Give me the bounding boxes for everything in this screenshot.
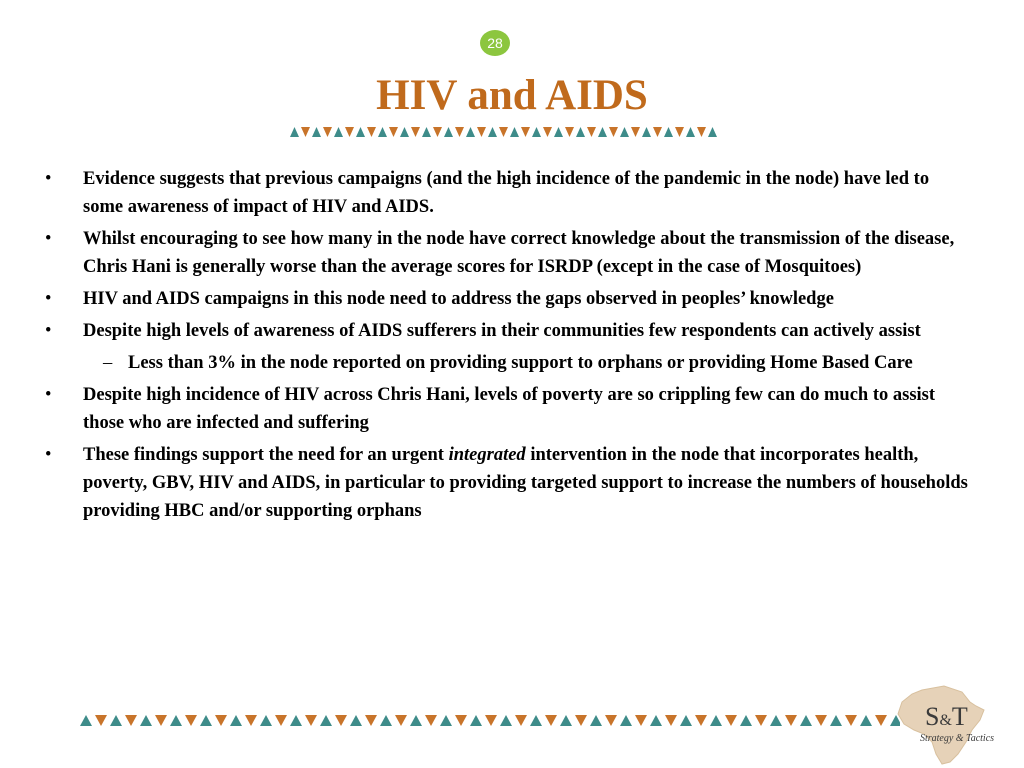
decorative-triangle bbox=[576, 127, 585, 137]
decorative-triangle bbox=[598, 127, 607, 137]
decorative-triangle bbox=[590, 715, 602, 726]
decorative-triangle bbox=[665, 715, 677, 726]
decorative-triangle bbox=[664, 127, 673, 137]
bullet-text: Despite high incidence of HIV across Chris Hani, levels of poverty are so crippling few can do much to assist those who are infected and suffering bbox=[83, 385, 936, 433]
decorative-border-top bbox=[290, 127, 730, 139]
bullet-marker: • bbox=[45, 229, 52, 249]
decorative-triangle bbox=[433, 127, 442, 137]
bullet-text: Evidence suggests that previous campaigns (and the high incidence of the pandemic in the node) have led to some awareness of impact of HIV and AIDS. bbox=[83, 169, 930, 217]
decorative-triangle bbox=[455, 715, 467, 726]
decorative-triangle bbox=[140, 715, 152, 726]
decorative-triangle bbox=[653, 127, 662, 137]
bullet-list bbox=[40, 165, 970, 529]
decorative-triangle bbox=[80, 715, 92, 726]
decorative-triangle bbox=[740, 715, 752, 726]
decorative-triangle bbox=[488, 127, 497, 137]
decorative-triangle bbox=[410, 715, 422, 726]
decorative-triangle bbox=[95, 715, 107, 726]
decorative-triangle bbox=[170, 715, 182, 726]
decorative-triangle bbox=[642, 127, 651, 137]
bullet-text: Less than 3% in the node reported on providing support to orphans or providing Home Based Care bbox=[128, 353, 913, 373]
bullet-marker: • bbox=[45, 169, 52, 189]
list-item bbox=[40, 381, 970, 437]
bullet-text: HIV and AIDS campaigns in this node need to address the gaps observed in peoples’ knowledge bbox=[83, 289, 834, 309]
decorative-triangle bbox=[260, 715, 272, 726]
emphasis-text: integrated bbox=[448, 445, 526, 465]
decorative-triangle bbox=[800, 715, 812, 726]
decorative-triangle bbox=[815, 715, 827, 726]
decorative-triangle bbox=[275, 715, 287, 726]
decorative-triangle bbox=[335, 715, 347, 726]
decorative-triangle bbox=[686, 127, 695, 137]
decorative-triangle bbox=[565, 127, 574, 137]
decorative-triangle bbox=[345, 127, 354, 137]
decorative-triangle bbox=[708, 127, 717, 137]
decorative-triangle bbox=[155, 715, 167, 726]
dash-marker: – bbox=[103, 353, 113, 373]
decorative-triangle bbox=[365, 715, 377, 726]
decorative-triangle bbox=[400, 127, 409, 137]
decorative-triangle bbox=[245, 715, 257, 726]
decorative-triangle bbox=[110, 715, 122, 726]
decorative-triangle bbox=[395, 715, 407, 726]
list-item bbox=[40, 225, 970, 281]
decorative-triangle bbox=[605, 715, 617, 726]
decorative-triangle bbox=[575, 715, 587, 726]
logo-s: S bbox=[925, 702, 940, 731]
decorative-triangle bbox=[755, 715, 767, 726]
sub-list-item bbox=[40, 349, 970, 377]
decorative-triangle bbox=[356, 127, 365, 137]
decorative-triangle bbox=[477, 127, 486, 137]
decorative-triangle bbox=[587, 127, 596, 137]
decorative-triangle bbox=[200, 715, 212, 726]
bullet-text-part: These findings support the need for an urgent bbox=[83, 445, 449, 465]
decorative-triangle bbox=[635, 715, 647, 726]
list-item bbox=[40, 441, 970, 525]
decorative-triangle bbox=[785, 715, 797, 726]
decorative-triangle bbox=[532, 127, 541, 137]
decorative-triangle bbox=[500, 715, 512, 726]
bullet-text-part: intervention in the node that incorporates health, poverty, GBV, HIV and AIDS, in particular to providing targeted support to increase the numbers of households providing HBC and/or supporting orphans bbox=[83, 445, 968, 521]
page-number-badge: 28 bbox=[480, 30, 510, 56]
decorative-triangle bbox=[185, 715, 197, 726]
decorative-triangle bbox=[697, 127, 706, 137]
decorative-triangle bbox=[710, 715, 722, 726]
bullet-text: Whilst encouraging to see how many in the node have correct knowledge about the transmission of the disease, Chris Hani is generally worse than the average scores for ISRDP (except in the case of Mosquitoes) bbox=[83, 229, 955, 277]
decorative-triangle bbox=[609, 127, 618, 137]
decorative-triangle bbox=[411, 127, 420, 137]
decorative-triangle bbox=[378, 127, 387, 137]
decorative-triangle bbox=[830, 715, 842, 726]
decorative-triangle bbox=[470, 715, 482, 726]
decorative-triangle bbox=[334, 127, 343, 137]
decorative-triangle bbox=[545, 715, 557, 726]
decorative-triangle bbox=[860, 715, 872, 726]
decorative-triangle bbox=[845, 715, 857, 726]
bullet-marker: • bbox=[45, 385, 52, 405]
decorative-triangle bbox=[675, 127, 684, 137]
logo-subtitle: Strategy & Tactics bbox=[919, 733, 995, 744]
decorative-triangle bbox=[631, 127, 640, 137]
decorative-triangle bbox=[521, 127, 530, 137]
decorative-triangle bbox=[543, 127, 552, 137]
decorative-triangle bbox=[620, 715, 632, 726]
list-item bbox=[40, 165, 970, 221]
decorative-triangle bbox=[530, 715, 542, 726]
decorative-triangle bbox=[560, 715, 572, 726]
decorative-triangle bbox=[367, 127, 376, 137]
decorative-triangle bbox=[444, 127, 453, 137]
bullet-marker: • bbox=[45, 289, 52, 309]
decorative-triangle bbox=[380, 715, 392, 726]
list-item bbox=[40, 285, 970, 313]
decorative-border-bottom bbox=[80, 715, 900, 729]
decorative-triangle bbox=[650, 715, 662, 726]
decorative-triangle bbox=[515, 715, 527, 726]
decorative-triangle bbox=[510, 127, 519, 137]
decorative-triangle bbox=[466, 127, 475, 137]
decorative-triangle bbox=[290, 715, 302, 726]
decorative-triangle bbox=[620, 127, 629, 137]
decorative-triangle bbox=[485, 715, 497, 726]
logo-ampersand: & bbox=[939, 712, 952, 729]
decorative-triangle bbox=[290, 127, 299, 137]
decorative-triangle bbox=[680, 715, 692, 726]
decorative-triangle bbox=[695, 715, 707, 726]
slide-title: HIV and AIDS bbox=[376, 72, 648, 119]
decorative-triangle bbox=[422, 127, 431, 137]
decorative-triangle bbox=[499, 127, 508, 137]
decorative-triangle bbox=[312, 127, 321, 137]
decorative-triangle bbox=[455, 127, 464, 137]
decorative-triangle bbox=[320, 715, 332, 726]
decorative-triangle bbox=[323, 127, 332, 137]
decorative-triangle bbox=[125, 715, 137, 726]
decorative-triangle bbox=[554, 127, 563, 137]
logo-t: T bbox=[951, 702, 968, 731]
bullet-marker: • bbox=[45, 445, 52, 465]
bullet-marker: • bbox=[45, 321, 52, 341]
decorative-triangle bbox=[389, 127, 398, 137]
decorative-triangle bbox=[230, 715, 242, 726]
bullet-text bbox=[83, 445, 968, 521]
decorative-triangle bbox=[350, 715, 362, 726]
decorative-triangle bbox=[301, 127, 310, 137]
decorative-triangle bbox=[725, 715, 737, 726]
bullet-text: Despite high levels of awareness of AIDS sufferers in their communities few respondents can actively assist bbox=[83, 321, 921, 341]
decorative-triangle bbox=[305, 715, 317, 726]
decorative-triangle bbox=[770, 715, 782, 726]
list-item bbox=[40, 317, 970, 345]
decorative-triangle bbox=[425, 715, 437, 726]
decorative-triangle bbox=[215, 715, 227, 726]
decorative-triangle bbox=[440, 715, 452, 726]
company-logo bbox=[925, 702, 968, 732]
